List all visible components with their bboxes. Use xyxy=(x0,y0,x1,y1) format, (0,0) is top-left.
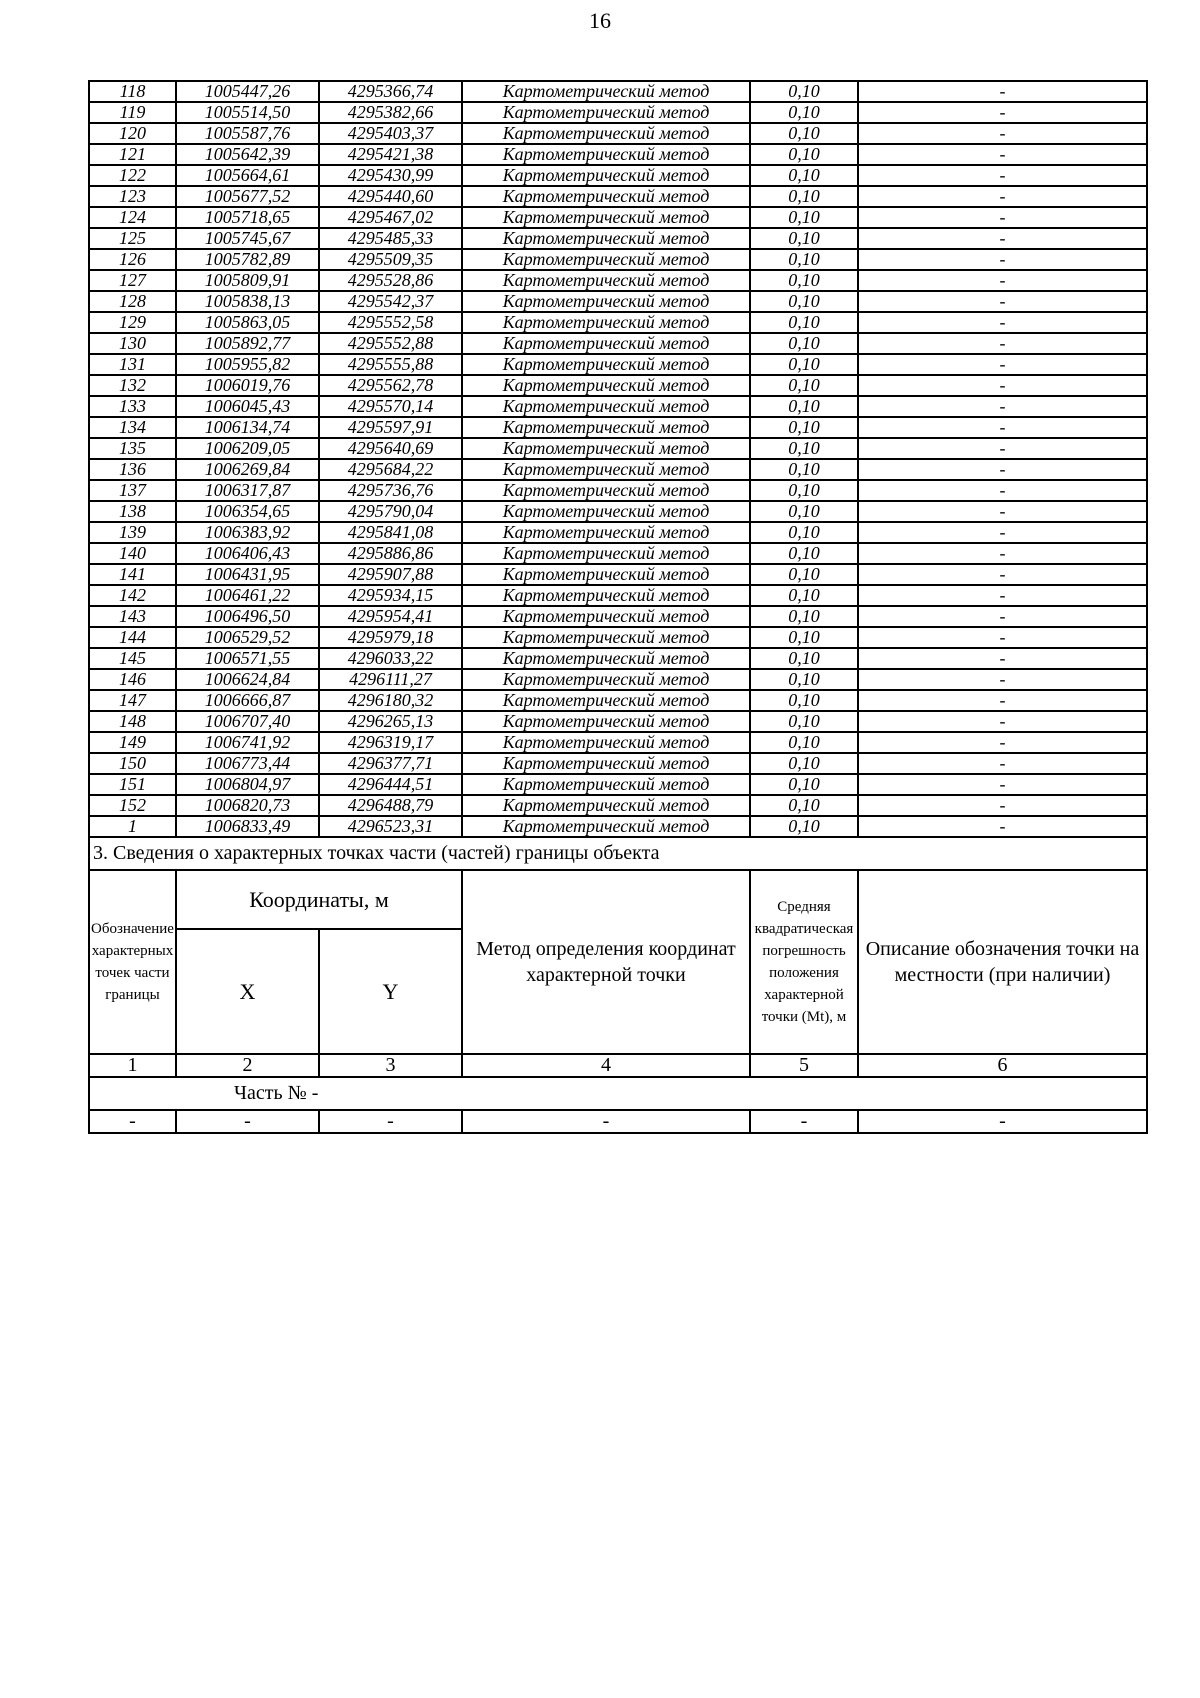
point-number-cell: 151 xyxy=(89,774,176,795)
mt-cell: 0,10 xyxy=(750,102,858,123)
table-row xyxy=(89,795,1147,816)
x-coordinate-cell: 1005718,65 xyxy=(176,207,319,228)
x-coordinate-cell: 1005514,50 xyxy=(176,102,319,123)
point-number-cell: 127 xyxy=(89,270,176,291)
method-cell: Картометрический метод xyxy=(462,753,750,774)
method-cell: Картометрический метод xyxy=(462,732,750,753)
table-row xyxy=(89,480,1147,501)
empty-cell: - xyxy=(176,1110,319,1133)
y-coordinate-cell: 4295954,41 xyxy=(319,606,462,627)
x-coordinate-cell: 1006406,43 xyxy=(176,543,319,564)
y-coordinate-cell: 4295382,66 xyxy=(319,102,462,123)
y-coordinate-cell: 4295403,37 xyxy=(319,123,462,144)
method-cell: Картометрический метод xyxy=(462,627,750,648)
point-number-cell: 1 xyxy=(89,816,176,837)
y-coordinate-cell: 4296488,79 xyxy=(319,795,462,816)
table-row xyxy=(89,711,1147,732)
description-cell: - xyxy=(858,417,1147,438)
mt-cell: 0,10 xyxy=(750,312,858,333)
point-number-cell: 120 xyxy=(89,123,176,144)
part-label: Часть № - xyxy=(89,1077,1147,1110)
mt-cell: 0,10 xyxy=(750,795,858,816)
mt-cell: 0,10 xyxy=(750,438,858,459)
empty-cell: - xyxy=(858,1110,1147,1133)
description-cell: - xyxy=(858,795,1147,816)
x-coordinate-cell: 1005809,91 xyxy=(176,270,319,291)
column-number: 5 xyxy=(750,1054,858,1077)
x-coordinate-cell: 1006134,74 xyxy=(176,417,319,438)
x-coordinate-cell: 1006833,49 xyxy=(176,816,319,837)
table-row xyxy=(89,249,1147,270)
point-number-cell: 146 xyxy=(89,669,176,690)
x-coordinate-cell: 1006529,52 xyxy=(176,627,319,648)
mt-cell: 0,10 xyxy=(750,165,858,186)
method-cell: Картометрический метод xyxy=(462,648,750,669)
x-coordinate-cell: 1006741,92 xyxy=(176,732,319,753)
table-row xyxy=(89,354,1147,375)
y-coordinate-cell: 4295562,78 xyxy=(319,375,462,396)
description-cell: - xyxy=(858,102,1147,123)
method-cell: Картометрический метод xyxy=(462,690,750,711)
table-row xyxy=(89,396,1147,417)
point-number-cell: 139 xyxy=(89,522,176,543)
table-row xyxy=(89,228,1147,249)
mt-cell: 0,10 xyxy=(750,291,858,312)
point-number-cell: 148 xyxy=(89,711,176,732)
point-number-cell: 143 xyxy=(89,606,176,627)
x-coordinate-cell: 1005664,61 xyxy=(176,165,319,186)
y-coordinate-cell: 4295979,18 xyxy=(319,627,462,648)
description-cell: - xyxy=(858,501,1147,522)
header-mt: Средняя квадратическая погрешность положения характерной точки (Mt), м xyxy=(750,870,858,1054)
description-cell: - xyxy=(858,648,1147,669)
x-coordinate-cell: 1006354,65 xyxy=(176,501,319,522)
table-row xyxy=(89,501,1147,522)
method-cell: Картометрический метод xyxy=(462,417,750,438)
section3-header-row xyxy=(89,870,1147,929)
y-coordinate-cell: 4296033,22 xyxy=(319,648,462,669)
description-cell: - xyxy=(858,228,1147,249)
y-coordinate-cell: 4296111,27 xyxy=(319,669,462,690)
y-coordinate-cell: 4295430,99 xyxy=(319,165,462,186)
description-cell: - xyxy=(858,522,1147,543)
description-cell: - xyxy=(858,333,1147,354)
x-coordinate-cell: 1005587,76 xyxy=(176,123,319,144)
method-cell: Картометрический метод xyxy=(462,165,750,186)
table-row xyxy=(89,312,1147,333)
empty-cell: - xyxy=(89,1110,176,1133)
method-cell: Картометрический метод xyxy=(462,459,750,480)
coordinate-rows xyxy=(89,81,1147,837)
x-coordinate-cell: 1005782,89 xyxy=(176,249,319,270)
mt-cell: 0,10 xyxy=(750,207,858,228)
section3-title: 3. Сведения о характерных точках части (частей) границы объекта xyxy=(89,837,1147,870)
description-cell: - xyxy=(858,312,1147,333)
y-coordinate-cell: 4295684,22 xyxy=(319,459,462,480)
description-cell: - xyxy=(858,606,1147,627)
point-number-cell: 145 xyxy=(89,648,176,669)
description-cell: - xyxy=(858,774,1147,795)
x-coordinate-cell: 1006209,05 xyxy=(176,438,319,459)
mt-cell: 0,10 xyxy=(750,564,858,585)
point-number-cell: 119 xyxy=(89,102,176,123)
mt-cell: 0,10 xyxy=(750,774,858,795)
point-number-cell: 132 xyxy=(89,375,176,396)
table-row xyxy=(89,123,1147,144)
mt-cell: 0,10 xyxy=(750,648,858,669)
column-number: 4 xyxy=(462,1054,750,1077)
method-cell: Картометрический метод xyxy=(462,228,750,249)
header-designation: Обозначение характерных точек части границы xyxy=(89,870,176,1054)
method-cell: Картометрический метод xyxy=(462,669,750,690)
description-cell: - xyxy=(858,375,1147,396)
description-cell: - xyxy=(858,396,1147,417)
point-number-cell: 136 xyxy=(89,459,176,480)
description-cell: - xyxy=(858,459,1147,480)
mt-cell: 0,10 xyxy=(750,606,858,627)
y-coordinate-cell: 4295597,91 xyxy=(319,417,462,438)
table-row xyxy=(89,648,1147,669)
point-number-cell: 150 xyxy=(89,753,176,774)
mt-cell: 0,10 xyxy=(750,186,858,207)
method-cell: Картометрический метод xyxy=(462,711,750,732)
point-number-cell: 129 xyxy=(89,312,176,333)
mt-cell: 0,10 xyxy=(750,354,858,375)
x-coordinate-cell: 1006431,95 xyxy=(176,564,319,585)
method-cell: Картометрический метод xyxy=(462,270,750,291)
description-cell: - xyxy=(858,711,1147,732)
section3-title-row xyxy=(89,837,1147,870)
table-row xyxy=(89,732,1147,753)
x-coordinate-cell: 1005642,39 xyxy=(176,144,319,165)
table-row xyxy=(89,207,1147,228)
y-coordinate-cell: 4295552,58 xyxy=(319,312,462,333)
x-coordinate-cell: 1006045,43 xyxy=(176,396,319,417)
x-coordinate-cell: 1006624,84 xyxy=(176,669,319,690)
header-x: X xyxy=(176,929,319,1054)
description-cell: - xyxy=(858,270,1147,291)
y-coordinate-cell: 4295440,60 xyxy=(319,186,462,207)
table-row xyxy=(89,375,1147,396)
point-number-cell: 126 xyxy=(89,249,176,270)
header-description: Описание обозначения точки на местности (при наличии) xyxy=(858,870,1147,1054)
method-cell: Картометрический метод xyxy=(462,81,750,102)
x-coordinate-cell: 1005677,52 xyxy=(176,186,319,207)
mt-cell: 0,10 xyxy=(750,753,858,774)
x-coordinate-cell: 1006317,87 xyxy=(176,480,319,501)
mt-cell: 0,10 xyxy=(750,732,858,753)
y-coordinate-cell: 4295934,15 xyxy=(319,585,462,606)
mt-cell: 0,10 xyxy=(750,711,858,732)
y-coordinate-cell: 4295552,88 xyxy=(319,333,462,354)
mt-cell: 0,10 xyxy=(750,144,858,165)
column-number: 6 xyxy=(858,1054,1147,1077)
method-cell: Картометрический метод xyxy=(462,354,750,375)
mt-cell: 0,10 xyxy=(750,375,858,396)
method-cell: Картометрический метод xyxy=(462,543,750,564)
description-cell: - xyxy=(858,207,1147,228)
description-cell: - xyxy=(858,480,1147,501)
y-coordinate-cell: 4296377,71 xyxy=(319,753,462,774)
mt-cell: 0,10 xyxy=(750,585,858,606)
y-coordinate-cell: 4296180,32 xyxy=(319,690,462,711)
x-coordinate-cell: 1006804,97 xyxy=(176,774,319,795)
method-cell: Картометрический метод xyxy=(462,396,750,417)
x-coordinate-cell: 1005447,26 xyxy=(176,81,319,102)
mt-cell: 0,10 xyxy=(750,522,858,543)
x-coordinate-cell: 1006773,44 xyxy=(176,753,319,774)
part-row xyxy=(89,1077,1147,1110)
method-cell: Картометрический метод xyxy=(462,144,750,165)
column-numbers-row xyxy=(89,1054,1147,1077)
description-cell: - xyxy=(858,291,1147,312)
description-cell: - xyxy=(858,123,1147,144)
y-coordinate-cell: 4295841,08 xyxy=(319,522,462,543)
mt-cell: 0,10 xyxy=(750,333,858,354)
empty-row xyxy=(89,1110,1147,1133)
method-cell: Картометрический метод xyxy=(462,291,750,312)
table-row xyxy=(89,606,1147,627)
point-number-cell: 124 xyxy=(89,207,176,228)
description-cell: - xyxy=(858,543,1147,564)
method-cell: Картометрический метод xyxy=(462,795,750,816)
table-row xyxy=(89,438,1147,459)
mt-cell: 0,10 xyxy=(750,459,858,480)
description-cell: - xyxy=(858,81,1147,102)
description-cell: - xyxy=(858,438,1147,459)
y-coordinate-cell: 4295555,88 xyxy=(319,354,462,375)
header-y: Y xyxy=(319,929,462,1054)
mt-cell: 0,10 xyxy=(750,417,858,438)
mt-cell: 0,10 xyxy=(750,501,858,522)
page-number: 16 xyxy=(589,8,611,33)
y-coordinate-cell: 4295570,14 xyxy=(319,396,462,417)
point-number-cell: 135 xyxy=(89,438,176,459)
description-cell: - xyxy=(858,669,1147,690)
empty-cell: - xyxy=(319,1110,462,1133)
point-number-cell: 131 xyxy=(89,354,176,375)
y-coordinate-cell: 4295467,02 xyxy=(319,207,462,228)
method-cell: Картометрический метод xyxy=(462,585,750,606)
y-coordinate-cell: 4295485,33 xyxy=(319,228,462,249)
x-coordinate-cell: 1006666,87 xyxy=(176,690,319,711)
table-row xyxy=(89,585,1147,606)
description-cell: - xyxy=(858,816,1147,837)
table-row xyxy=(89,669,1147,690)
point-number-cell: 149 xyxy=(89,732,176,753)
method-cell: Картометрический метод xyxy=(462,375,750,396)
method-cell: Картометрический метод xyxy=(462,564,750,585)
mt-cell: 0,10 xyxy=(750,669,858,690)
x-coordinate-cell: 1005745,67 xyxy=(176,228,319,249)
point-number-cell: 123 xyxy=(89,186,176,207)
mt-cell: 0,10 xyxy=(750,81,858,102)
mt-cell: 0,10 xyxy=(750,123,858,144)
point-number-cell: 125 xyxy=(89,228,176,249)
description-cell: - xyxy=(858,165,1147,186)
point-number-cell: 118 xyxy=(89,81,176,102)
x-coordinate-cell: 1006571,55 xyxy=(176,648,319,669)
point-number-cell: 128 xyxy=(89,291,176,312)
y-coordinate-cell: 4295886,86 xyxy=(319,543,462,564)
description-cell: - xyxy=(858,732,1147,753)
table-row xyxy=(89,543,1147,564)
y-coordinate-cell: 4296444,51 xyxy=(319,774,462,795)
point-number-cell: 122 xyxy=(89,165,176,186)
header-method: Метод определения координат характерной точки xyxy=(462,870,750,1054)
table-row xyxy=(89,186,1147,207)
description-cell: - xyxy=(858,690,1147,711)
y-coordinate-cell: 4296265,13 xyxy=(319,711,462,732)
table-row xyxy=(89,291,1147,312)
method-cell: Картометрический метод xyxy=(462,606,750,627)
table-row xyxy=(89,564,1147,585)
method-cell: Картометрический метод xyxy=(462,774,750,795)
table-row xyxy=(89,81,1147,102)
x-coordinate-cell: 1005892,77 xyxy=(176,333,319,354)
method-cell: Картометрический метод xyxy=(462,501,750,522)
point-number-cell: 138 xyxy=(89,501,176,522)
description-cell: - xyxy=(858,354,1147,375)
method-cell: Картометрический метод xyxy=(462,480,750,501)
x-coordinate-cell: 1006820,73 xyxy=(176,795,319,816)
y-coordinate-cell: 4295907,88 xyxy=(319,564,462,585)
mt-cell: 0,10 xyxy=(750,627,858,648)
method-cell: Картометрический метод xyxy=(462,816,750,837)
description-cell: - xyxy=(858,627,1147,648)
point-number-cell: 144 xyxy=(89,627,176,648)
x-coordinate-cell: 1006707,40 xyxy=(176,711,319,732)
mt-cell: 0,10 xyxy=(750,228,858,249)
point-number-cell: 147 xyxy=(89,690,176,711)
y-coordinate-cell: 4295640,69 xyxy=(319,438,462,459)
table-row xyxy=(89,816,1147,837)
x-coordinate-cell: 1005838,13 xyxy=(176,291,319,312)
x-coordinate-cell: 1006269,84 xyxy=(176,459,319,480)
mt-cell: 0,10 xyxy=(750,480,858,501)
description-cell: - xyxy=(858,144,1147,165)
x-coordinate-cell: 1006461,22 xyxy=(176,585,319,606)
description-cell: - xyxy=(858,753,1147,774)
y-coordinate-cell: 4295790,04 xyxy=(319,501,462,522)
table-row xyxy=(89,627,1147,648)
column-number: 3 xyxy=(319,1054,462,1077)
table-row xyxy=(89,270,1147,291)
mt-cell: 0,10 xyxy=(750,543,858,564)
method-cell: Картометрический метод xyxy=(462,207,750,228)
y-coordinate-cell: 4295528,86 xyxy=(319,270,462,291)
method-cell: Картометрический метод xyxy=(462,249,750,270)
empty-cell: - xyxy=(750,1110,858,1133)
y-coordinate-cell: 4295421,38 xyxy=(319,144,462,165)
table-row xyxy=(89,102,1147,123)
header-coordinates: Координаты, м xyxy=(176,870,462,929)
mt-cell: 0,10 xyxy=(750,249,858,270)
point-number-cell: 137 xyxy=(89,480,176,501)
table-row xyxy=(89,417,1147,438)
x-coordinate-cell: 1006383,92 xyxy=(176,522,319,543)
table-row xyxy=(89,165,1147,186)
method-cell: Картометрический метод xyxy=(462,123,750,144)
method-cell: Картометрический метод xyxy=(462,438,750,459)
x-coordinate-cell: 1006496,50 xyxy=(176,606,319,627)
table-row xyxy=(89,690,1147,711)
x-coordinate-cell: 1005863,05 xyxy=(176,312,319,333)
description-cell: - xyxy=(858,186,1147,207)
column-number: 1 xyxy=(89,1054,176,1077)
x-coordinate-cell: 1005955,82 xyxy=(176,354,319,375)
mt-cell: 0,10 xyxy=(750,270,858,291)
y-coordinate-cell: 4295736,76 xyxy=(319,480,462,501)
column-number: 2 xyxy=(176,1054,319,1077)
point-number-cell: 140 xyxy=(89,543,176,564)
description-cell: - xyxy=(858,564,1147,585)
mt-cell: 0,10 xyxy=(750,816,858,837)
coordinates-table xyxy=(88,80,1148,1134)
y-coordinate-cell: 4296523,31 xyxy=(319,816,462,837)
y-coordinate-cell: 4295542,37 xyxy=(319,291,462,312)
method-cell: Картометрический метод xyxy=(462,312,750,333)
point-number-cell: 152 xyxy=(89,795,176,816)
point-number-cell: 121 xyxy=(89,144,176,165)
table-row xyxy=(89,459,1147,480)
empty-cell: - xyxy=(462,1110,750,1133)
method-cell: Картометрический метод xyxy=(462,333,750,354)
table-row xyxy=(89,522,1147,543)
y-coordinate-cell: 4295366,74 xyxy=(319,81,462,102)
point-number-cell: 142 xyxy=(89,585,176,606)
method-cell: Картометрический метод xyxy=(462,522,750,543)
point-number-cell: 130 xyxy=(89,333,176,354)
table-row xyxy=(89,774,1147,795)
mt-cell: 0,10 xyxy=(750,690,858,711)
y-coordinate-cell: 4295509,35 xyxy=(319,249,462,270)
description-cell: - xyxy=(858,249,1147,270)
y-coordinate-cell: 4296319,17 xyxy=(319,732,462,753)
point-number-cell: 134 xyxy=(89,417,176,438)
description-cell: - xyxy=(858,585,1147,606)
point-number-cell: 133 xyxy=(89,396,176,417)
table-row xyxy=(89,333,1147,354)
x-coordinate-cell: 1006019,76 xyxy=(176,375,319,396)
table-row xyxy=(89,144,1147,165)
method-cell: Картометрический метод xyxy=(462,102,750,123)
point-number-cell: 141 xyxy=(89,564,176,585)
method-cell: Картометрический метод xyxy=(462,186,750,207)
mt-cell: 0,10 xyxy=(750,396,858,417)
table-row xyxy=(89,753,1147,774)
